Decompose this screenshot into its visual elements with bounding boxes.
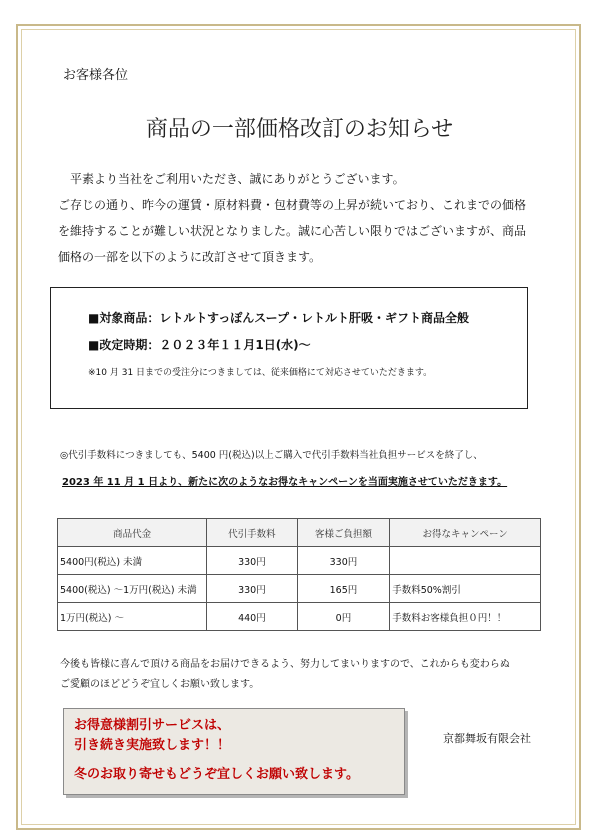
table-row <box>58 547 541 575</box>
header-price: 商品代金 <box>58 519 207 547</box>
cell-price: 5400(税込) ～1万円(税込) 未満 <box>58 575 207 603</box>
cell-price: 1万円(税込) ～ <box>58 603 207 631</box>
order-note: ※10 月 31 日までの受注分につきましては、従来価格にて対応させていただきます。 <box>88 368 433 378</box>
closing-line-2: ご愛顧のほどどうぞ宜しくお願い致します。 <box>60 679 260 690</box>
page-border-inner <box>21 29 576 825</box>
cell-campaign: 手数料お客様負担０円！！ <box>390 603 541 631</box>
cod-notice-line-2: 2023 年 11 月 1 日より、新たに次のようなお得なキャンペーンを当面実施させていただきます。 <box>62 477 508 488</box>
fee-table <box>57 518 541 631</box>
promo-line-1: お得意様割引サービスは、 <box>74 718 231 733</box>
cell-cod-fee: 440円 <box>207 603 298 631</box>
intro-line-2: ご存じの通り、昨今の運賃・原材料費・包材費等の上昇が続いており、これまでの価格 <box>58 198 527 212</box>
greeting: お客様各位 <box>63 68 129 83</box>
cell-customer-charge: 0円 <box>297 603 390 631</box>
cell-price: 5400円(税込) 未満 <box>58 547 207 575</box>
cell-campaign <box>390 547 541 575</box>
page-title: 商品の一部価格改訂のお知らせ <box>145 117 454 142</box>
cell-campaign: 手数料50%割引 <box>390 575 541 603</box>
cod-notice-line-1: ◎代引手数料につきましても、5400 円(税込)以上ご購入で代引手数料当社負担サービスを終了し、 <box>60 450 483 461</box>
company-name: 京都舞坂有限会社 <box>443 732 531 745</box>
closing-line-1: 今後も皆様に喜んで頂ける商品をお届けできるよう、努力してまいりますので、これからも変わらぬ <box>60 659 510 670</box>
header-campaign: お得なキャンペーン <box>390 519 541 547</box>
intro-line-1: 平素より当社をご利用いただき、誠にありがとうございます。 <box>58 172 405 186</box>
revision-date: ■改定時期：２０２３年１１月1日(水)～ <box>88 338 311 352</box>
header-customer-charge: 客様ご負担額 <box>297 519 390 547</box>
table-header-row <box>58 519 541 547</box>
intro-line-4: 価格の一部を以下のように改訂させて頂きます。 <box>58 250 322 264</box>
cell-customer-charge: 330円 <box>297 547 390 575</box>
target-products: ■対象商品：レトルトすっぽんスープ・レトルト肝吸・ギフト商品全般 <box>88 311 470 325</box>
table-row <box>58 575 541 603</box>
promo-line-3: 冬のお取り寄せもどうぞ宜しくお願い致します。 <box>74 767 359 782</box>
header-cod-fee: 代引手数料 <box>207 519 298 547</box>
intro-line-3: を維持することが難しい状況となりました。誠に心苦しい限りではございますが、商品 <box>58 224 527 238</box>
cell-cod-fee: 330円 <box>207 547 298 575</box>
cell-cod-fee: 330円 <box>207 575 298 603</box>
cell-customer-charge: 165円 <box>297 575 390 603</box>
promo-line-2: 引き続き実施致します！！ <box>74 738 231 753</box>
table-row <box>58 603 541 631</box>
